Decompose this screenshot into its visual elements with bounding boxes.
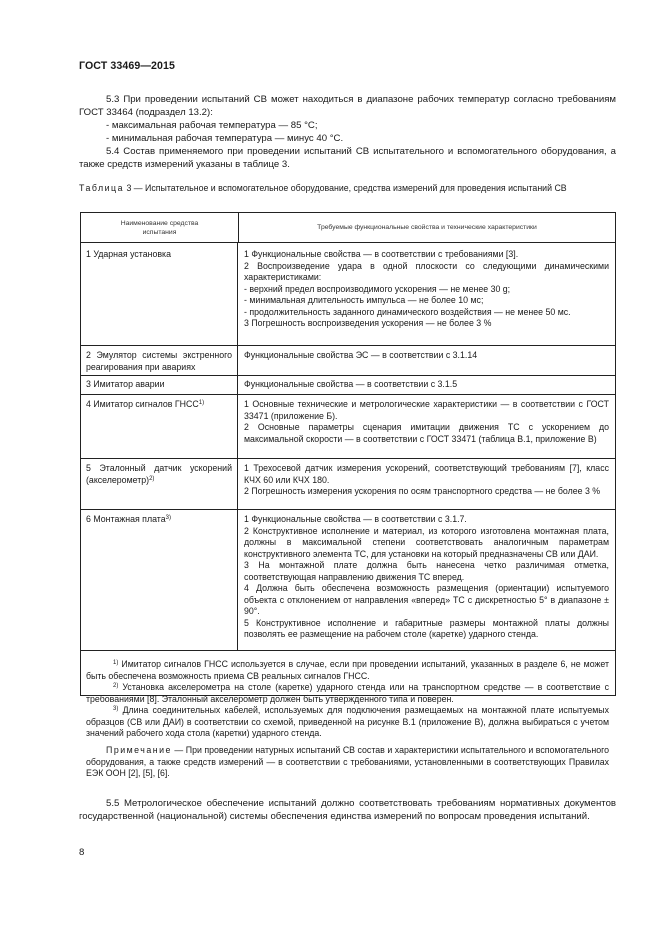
property-line: 1 Функциональные свойства — в соответствии с требованиями [3]. bbox=[244, 249, 519, 259]
table-caption bbox=[79, 182, 616, 194]
row-name: 4 Имитатор сигналов ГНСС$^{1)}$ bbox=[81, 395, 238, 458]
property-line: 3 Погрешность воспроизведения ускорения — не более 3 % bbox=[244, 318, 492, 328]
property-line: 2 Основные параметры сценария имитации движения ТС с ускорением до максимальной скорости — в соответствии с ГОСТ 33471 (таблица В.1, приложение В) bbox=[244, 422, 609, 444]
row-name: 5 Эталонный датчик ускорений (акселерометр)$^{2)}$ bbox=[81, 459, 238, 509]
row-properties bbox=[239, 243, 615, 330]
footnote: $^{1)}$ Имитатор сигналов ГНСС используется в случае, если при проведении испытаний, указанных в разделе 6, не может быть обеспечена возможность приема СВ реальных сигналов ГНСС. bbox=[86, 659, 609, 681]
max-temperature-item: - максимальная рабочая температура — 85 °С; bbox=[106, 120, 318, 132]
table-caption-text: 3 — Испытательное и вспомогательное оборудование, средства измерений для проведения испытаний СВ bbox=[124, 183, 567, 193]
table-row bbox=[81, 459, 615, 510]
row-properties bbox=[239, 510, 615, 641]
property-line: 1 Функциональные свойства — в соответствии с 3.1.7. bbox=[244, 514, 467, 524]
table-row bbox=[81, 510, 615, 650]
table-row bbox=[81, 346, 615, 376]
footnote: $^{2)}$ Установка акселерометра на столе (каретке) ударного стенда или на транспортном средстве — в соответствие с требованиями [8]. Эталонный акселерометр должен быть утвержденного типа и поверен. bbox=[86, 682, 609, 704]
intro-text bbox=[79, 93, 616, 172]
document-header: ГОСТ 33469—2015 bbox=[79, 60, 176, 72]
table-caption-label: Таблица bbox=[79, 183, 124, 193]
table-row bbox=[81, 243, 615, 346]
footnote: $^{3)}$ Длина соединительных кабелей, используемых для подключения размещаемых на монтажной плате испытуемых образцов (СВ или ДАИ) в соответствии со схемой, приведенной на рисунке В.1 (приложение В), должна выбираться с учетом значений рабочего хода стола (каретки) ударного стенда. bbox=[86, 705, 609, 738]
property-line: 3 На монтажной плате должна быть нанесена четко различимая отметка, соответствующая направлению движения ТС вперед. bbox=[244, 560, 609, 582]
row-properties bbox=[239, 346, 615, 362]
property-line: - верхний предел воспроизводимого ускорения — не менее 30 g; bbox=[244, 283, 511, 294]
row-properties bbox=[239, 376, 615, 391]
property-line: - продолжительность заданного динамического воздействия — не менее 50 мс. bbox=[244, 306, 571, 317]
row-name: 2 Эмулятор системы экстренного реагирования при авариях bbox=[81, 346, 238, 375]
table-footnotes bbox=[81, 659, 615, 740]
row-properties bbox=[239, 459, 615, 498]
equipment-table bbox=[80, 212, 616, 738]
table-row bbox=[81, 376, 615, 395]
paragraph-5-4: 5.4 Состав применяемого при проведении испытаний СВ испытательного и вспомогательного оборудования, а также средств измерений указаны в таблице 3. bbox=[79, 146, 616, 171]
footnote-ref: 2) bbox=[149, 475, 155, 482]
row-name: 6 Монтажная плата$^{3)}$ bbox=[81, 510, 238, 650]
column-header-name: Наименование средства испытания bbox=[81, 213, 239, 242]
footnote-ref: 3) bbox=[165, 515, 171, 521]
property-line: 5 Конструктивное исполнение и габаритные размеры монтажной платы должны позволять ее размещение на рабочем столе (каретке) ударного стенда. bbox=[244, 617, 609, 639]
row-properties bbox=[239, 395, 615, 445]
property-line: - минимальная длительность импульса — не более 10 мс; bbox=[244, 295, 484, 305]
property-line: Функциональные свойства ЭС — в соответствии с 3.1.14 bbox=[244, 350, 478, 360]
row-name: 3 Имитатор аварии bbox=[81, 376, 238, 394]
note-text: — При проведении натурных испытаний СВ состав и характеристики испытательного и вспомогательного оборудования, а также средств измерений — в соответствии с требованиями, установленными в соответствующих Правилах ЕЭК ООН [2], [5], [6]. bbox=[86, 745, 609, 778]
table-note bbox=[86, 745, 609, 780]
table-footnote-divider bbox=[81, 650, 615, 651]
table-header-row bbox=[81, 213, 615, 243]
paragraph-5-3: 5.3 При проведении испытаний СВ может находиться в диапазоне рабочих температур согласно требованиям ГОСТ 33464 (подраздел 13.2): bbox=[79, 94, 616, 119]
table-row bbox=[81, 395, 615, 459]
paragraph-5-5: 5.5 Метрологическое обеспечение испытаний должно соответствовать требованиям нормативных документов государственной (национальной) системы обеспечения единства измерений по вопросам проведения испытаний. bbox=[79, 798, 616, 823]
column-header-properties: Требуемые функциональные свойства и технические характеристики bbox=[317, 224, 537, 231]
property-line: 2 Воспроизведение удара в одной плоскости со следующими динамическими характеристиками: bbox=[244, 260, 609, 282]
property-line: 2 Конструктивное исполнение и материал, из которого изготовлена монтажная плата, должны в максимальной степени соответствовать аналогичным параметрам конструктивного элемента ТС, для установки на который предназначены СВ или ДАИ. bbox=[244, 525, 609, 559]
property-line: 1 Трехосевой датчик измерения ускорений, соответствующий требованиям [7], класс КЧХ 60 или КЧХ 180. bbox=[244, 463, 609, 485]
note-label: Примечание bbox=[106, 745, 172, 755]
page-number: 8 bbox=[79, 847, 85, 858]
min-temperature-item: - минимальная рабочая температура — минус 40 °С. bbox=[106, 133, 344, 145]
property-line: 2 Погрешность измерения ускорения по осям транспортного средства — не более 3 % bbox=[244, 486, 601, 496]
property-line: Функциональные свойства — в соответствии с 3.1.5 bbox=[244, 379, 458, 389]
footnote-ref: 1) bbox=[198, 400, 205, 406]
property-line: 4 Должна быть обеспечена возможность размещения (ориентации) испытуемого объекта с отклонением от направления «вперед» ТС с дискретностью 5° в диапазоне ± 90°. bbox=[244, 583, 609, 616]
row-name: 1 Ударная установка bbox=[81, 243, 238, 345]
property-line: 1 Основные технические и метрологические характеристики — в соответствии с ГОСТ 33471 (приложение Б). bbox=[244, 399, 609, 421]
